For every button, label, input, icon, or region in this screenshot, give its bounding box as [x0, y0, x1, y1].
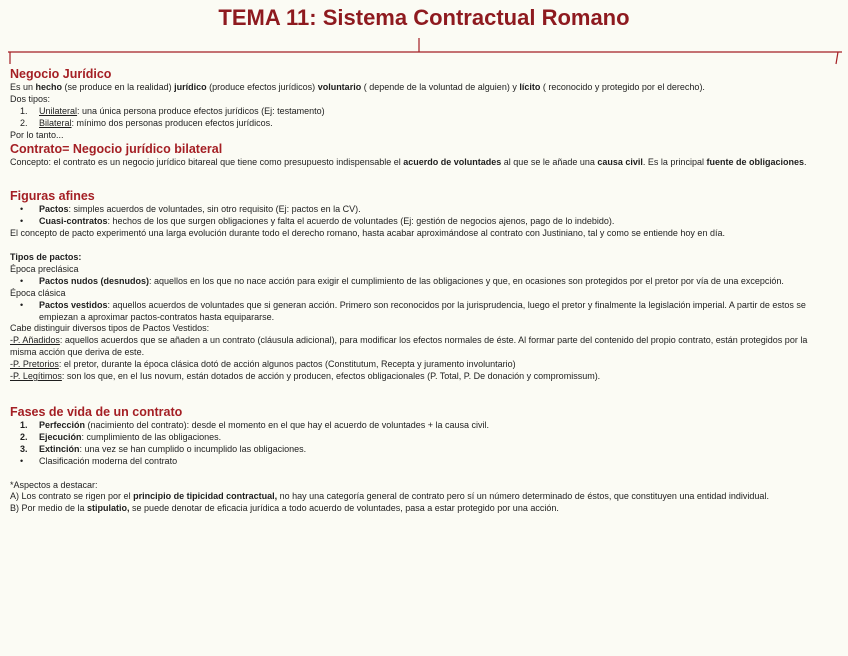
- list-item: 3. Extinción: una vez se han cumplido o incumplido las obligaciones.: [20, 443, 307, 454]
- list-item: • Cuasi-contratos: hechos de los que surgen obligaciones y falta el acuerdo de voluntades (Ej: gestión de negocios ajenos, pago de lo indebido).: [20, 216, 615, 227]
- dos-tipos-label: Dos tipos:: [10, 93, 51, 104]
- bullet-icon: •: [20, 204, 24, 215]
- document-body: [10, 67, 836, 515]
- list-item: 2. Bilateral: mínimo dos personas producen efectos jurídicos.: [20, 117, 273, 128]
- por-lo-tanto: Por lo tanto...: [10, 129, 64, 140]
- cabe-distinguir: Cabe distinguir diversos tipos de Pactos Vestidos:: [10, 323, 210, 334]
- list-item: • Pactos vestidos: aquellos acuerdos de voluntades que si generan acción. Primero son reconocidos por la jurisprudencia, luego el pretor y finalmente la legislación imperial. A partir de estos se empiezan a aproximar pactos-contratos hasta equipararse.: [20, 299, 806, 322]
- aspecto-a: A) Los contrato se rigen por el principio de tipicidad contractual, no hay una categoría general de contrato pero sí un número determinado de éstos, que constituyen una entidad individual.: [10, 491, 769, 502]
- heading-tipos-pactos: Tipos de pactos:: [10, 252, 82, 263]
- bullet-icon: •: [20, 275, 24, 286]
- title-divider: [8, 36, 842, 66]
- aspectos-heading: *Aspectos a destacar:: [10, 479, 98, 490]
- list-item: • Pactos: simples acuerdos de voluntades, sin otro requisito (Ej: pactos en la CV).: [20, 204, 361, 215]
- list-item: 1. Perfección (nacimiento del contrato): desde el momento en el que hay el acuerdo de voluntades + la causa civil.: [20, 420, 490, 431]
- bullet-icon: •: [20, 299, 24, 310]
- tipos-list: [10, 106, 836, 130]
- list-item: -P. Legítimos: son los que, en el Ius novum, están dotados de acción y producen, efectos obligacionales (P. Total, P. De donación y compromissum).: [10, 371, 601, 382]
- epoca-preclasica: Época preclásica: [10, 263, 79, 274]
- heading-contrato: Contrato= Negocio jurídico bilateral: [10, 141, 223, 156]
- list-item: -P. Añadidos: aquellos acuerdos que se añaden a un contrato (cláusula adicional), para modificar los efectos normales de éste. Al formar parte del contenido del propio contrato, están protegidos por la misma acción que deriva de este.: [10, 335, 808, 358]
- epoca-clasica: Época clásica: [10, 287, 66, 298]
- list-item: 2. Ejecución: cumplimiento de las obligaciones.: [20, 431, 222, 442]
- aspecto-b: B) Por medio de la stipulatio, se puede denotar de eficacia jurídica a todo acuerdo de voluntades, pasa a estar protegido por una acción.: [10, 503, 559, 514]
- list-item: 1. Unilateral: una única persona produce efectos jurídicos (Ej: testamento): [20, 105, 325, 116]
- contrato-concepto: Concepto: el contrato es un negocio jurídico bitareal que tiene como presupuesto indispensable el acuerdo de voluntades al que se le añade una causa civil. Es la principal fuente de obligaciones.: [10, 156, 807, 167]
- list-item: • Pactos nudos (desnudos): aquellos en los que no nace acción para exigir el cumplimiento de las obligaciones y que, en ocasiones son protegidos por el pretor por vía de una excepción.: [20, 275, 784, 286]
- bullet-icon: •: [20, 216, 24, 227]
- negocio-definicion: Es un hecho (se produce en la realidad) jurídico (produce efectos jurídicos) voluntario ( depende de la voluntad de alguien) y lícito ( reconocido y protegido por el derecho).: [10, 82, 705, 92]
- list-item: -P. Pretorios: el pretor, durante la época clásica dotó de acción algunos pactos (Constitutum, Recepta y juramento involuntario): [10, 359, 516, 370]
- heading-negocio: Negocio Jurídico: [10, 67, 112, 81]
- heading-figuras: Figuras afines: [10, 189, 95, 204]
- page-title: TEMA 11: Sistema Contractual Romano: [218, 5, 630, 30]
- figuras-evolucion: El concepto de pacto experimentó una larga evolución durante todo el derecho romano, hasta acabar aproximándose al contrato con Justiniano, tal y como se entiende hoy en día.: [10, 228, 725, 239]
- bullet-icon: •: [20, 455, 24, 466]
- list-item: • Clasificación moderna del contrato: [20, 455, 178, 466]
- heading-fases: Fases de vida de un contrato: [10, 405, 183, 420]
